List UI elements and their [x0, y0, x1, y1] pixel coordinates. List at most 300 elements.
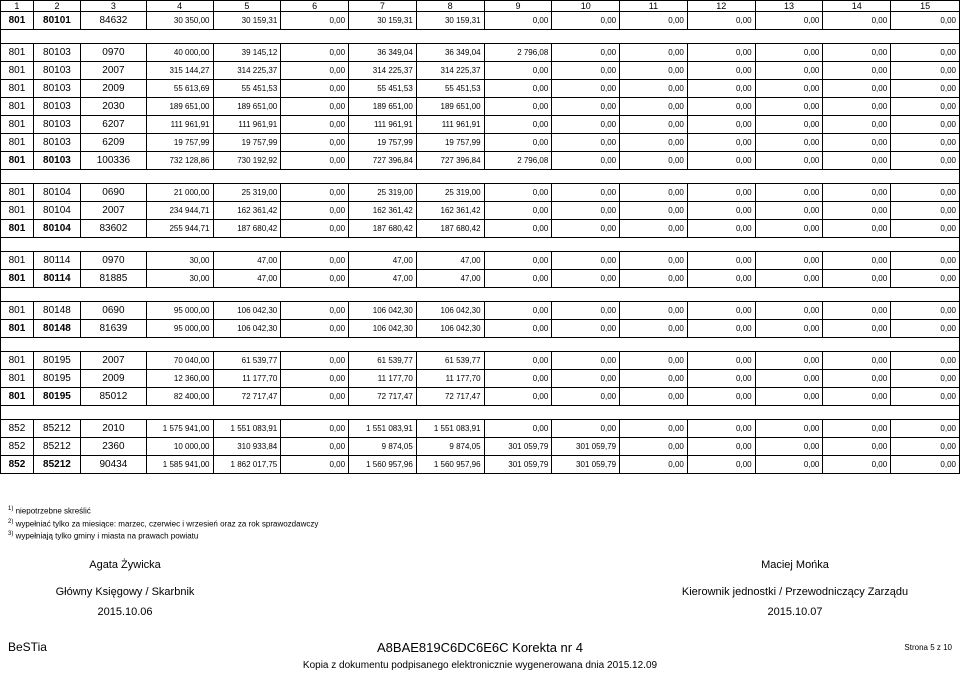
- table-cell: 0,00: [755, 116, 823, 134]
- group-spacer: [1, 238, 960, 252]
- table-cell: 0,00: [891, 456, 960, 474]
- table-cell: 80114: [33, 270, 80, 288]
- table-cell: 0,00: [281, 252, 349, 270]
- table-cell: 0,00: [755, 302, 823, 320]
- table-cell: 19 757,99: [416, 134, 484, 152]
- table-cell: 0,00: [620, 134, 688, 152]
- table-cell: 234 944,71: [146, 202, 213, 220]
- table-cell: 801: [1, 184, 34, 202]
- table-cell: 11 177,70: [213, 370, 281, 388]
- table-cell: 301 059,79: [484, 456, 552, 474]
- header-cell: 14: [823, 1, 891, 12]
- table-row: [1, 302, 960, 320]
- subtotal-row: [1, 220, 960, 238]
- table-cell: 0,00: [891, 184, 960, 202]
- table-row: [1, 62, 960, 80]
- left-signature-name: Agata Żywicka: [89, 559, 161, 571]
- table-cell: 0,00: [484, 202, 552, 220]
- table-cell: 0,00: [891, 388, 960, 406]
- table-cell: 314 225,37: [213, 62, 281, 80]
- table-cell: 70 040,00: [146, 352, 213, 370]
- table-cell: 2 796,08: [484, 152, 552, 170]
- table-cell: 0,00: [823, 202, 891, 220]
- table-cell: 0,00: [687, 420, 755, 438]
- table-cell: 72 717,47: [213, 388, 281, 406]
- table-cell: 85212: [33, 456, 80, 474]
- table-cell: 0,00: [484, 252, 552, 270]
- table-cell: 0,00: [281, 220, 349, 238]
- table-cell: 95 000,00: [146, 302, 213, 320]
- table-cell: 12 360,00: [146, 370, 213, 388]
- table-cell: 0,00: [620, 420, 688, 438]
- spacer-cell: [1, 338, 960, 352]
- table-cell: 47,00: [349, 270, 417, 288]
- table-cell: 730 192,92: [213, 152, 281, 170]
- table-cell: 47,00: [416, 270, 484, 288]
- header-cell: 8: [416, 1, 484, 12]
- table-cell: 0,00: [620, 388, 688, 406]
- table-cell: 732 128,86: [146, 152, 213, 170]
- table-cell: 80148: [33, 302, 80, 320]
- table-cell: 0,00: [552, 44, 620, 62]
- table-cell: 0,00: [552, 184, 620, 202]
- table-cell: 61 539,77: [213, 352, 281, 370]
- table-cell: 0,00: [620, 352, 688, 370]
- table-cell: 0,00: [484, 116, 552, 134]
- table-cell: 0,00: [552, 320, 620, 338]
- table-cell: 80103: [33, 44, 80, 62]
- header-cell: 12: [687, 1, 755, 12]
- table-cell: 0,00: [755, 202, 823, 220]
- table-row: [1, 438, 960, 456]
- table-cell: 25 319,00: [349, 184, 417, 202]
- table-cell: 80103: [33, 134, 80, 152]
- table-cell: 72 717,47: [349, 388, 417, 406]
- table-cell: 36 349,04: [416, 44, 484, 62]
- table-cell: 0,00: [755, 370, 823, 388]
- footnote-2: $^{2)}$ wypełniać tylko za miesiące: marzec, czerwiec i wrzesień oraz za rok sprawozdawczy: [8, 518, 319, 529]
- table-cell: 0,00: [281, 352, 349, 370]
- table-cell: 0,00: [687, 44, 755, 62]
- table-cell: 0,00: [823, 456, 891, 474]
- table-cell: 0,00: [552, 80, 620, 98]
- table-cell: 852: [1, 438, 34, 456]
- table-cell: 852: [1, 420, 34, 438]
- table-cell: 111 961,91: [349, 116, 417, 134]
- table-cell: 0,00: [552, 12, 620, 30]
- table-cell: 801: [1, 388, 34, 406]
- table-cell: 801: [1, 270, 34, 288]
- table-cell: 19 757,99: [213, 134, 281, 152]
- table-cell: 0,00: [620, 270, 688, 288]
- table-cell: 6209: [81, 134, 147, 152]
- table-cell: 0,00: [552, 152, 620, 170]
- table-cell: 801: [1, 134, 34, 152]
- table-cell: 106 042,30: [213, 320, 281, 338]
- table-cell: 0,00: [484, 320, 552, 338]
- table-cell: 0,00: [755, 184, 823, 202]
- table-cell: 80114: [33, 252, 80, 270]
- table-cell: 301 059,79: [552, 456, 620, 474]
- table-cell: 0,00: [687, 116, 755, 134]
- table-cell: 30,00: [146, 252, 213, 270]
- table-cell: 0,00: [281, 44, 349, 62]
- table-cell: 1 551 083,91: [349, 420, 417, 438]
- table-cell: 0,00: [484, 98, 552, 116]
- table-row: [1, 352, 960, 370]
- subtotal-row: [1, 388, 960, 406]
- table-cell: 55 451,53: [416, 80, 484, 98]
- table-cell: 0,00: [891, 420, 960, 438]
- table-cell: 0,00: [755, 252, 823, 270]
- table-cell: 106 042,30: [416, 302, 484, 320]
- header-cell: 5: [213, 1, 281, 12]
- table-cell: 0,00: [620, 184, 688, 202]
- table-cell: 801: [1, 12, 34, 30]
- table-cell: 82 400,00: [146, 388, 213, 406]
- table-cell: 1 862 017,75: [213, 456, 281, 474]
- table-cell: 0,00: [484, 62, 552, 80]
- table-cell: 80104: [33, 202, 80, 220]
- table-cell: 30,00: [146, 270, 213, 288]
- table-cell: 0,00: [823, 420, 891, 438]
- table-cell: 0,00: [687, 320, 755, 338]
- table-cell: 0,00: [687, 184, 755, 202]
- table-cell: 61 539,77: [416, 352, 484, 370]
- table-cell: 162 361,42: [349, 202, 417, 220]
- table-cell: 2030: [81, 98, 147, 116]
- table-cell: 30 159,31: [213, 12, 281, 30]
- table-cell: 10 000,00: [146, 438, 213, 456]
- table-cell: 47,00: [349, 252, 417, 270]
- table-cell: 314 225,37: [349, 62, 417, 80]
- table-cell: 85212: [33, 420, 80, 438]
- table-cell: 0,00: [281, 270, 349, 288]
- table-cell: 0,00: [687, 62, 755, 80]
- table-cell: 0,00: [823, 184, 891, 202]
- table-row: [1, 44, 960, 62]
- table-cell: 0,00: [687, 12, 755, 30]
- table-cell: 30 350,00: [146, 12, 213, 30]
- spacer-cell: [1, 406, 960, 420]
- group-spacer: [1, 30, 960, 44]
- table-cell: 0,00: [484, 302, 552, 320]
- table-cell: 1 551 083,91: [213, 420, 281, 438]
- table-row: [1, 184, 960, 202]
- table-cell: 106 042,30: [213, 302, 281, 320]
- header-cell: 10: [552, 1, 620, 12]
- table-cell: 0,00: [755, 270, 823, 288]
- table-cell: 0,00: [891, 12, 960, 30]
- table-cell: 0,00: [687, 456, 755, 474]
- table-cell: 0,00: [891, 62, 960, 80]
- table-cell: 0,00: [281, 420, 349, 438]
- left-signature-role: Główny Księgowy / Skarbnik: [55, 586, 195, 598]
- table-cell: 255 944,71: [146, 220, 213, 238]
- table-cell: 0,00: [281, 62, 349, 80]
- table-cell: 0,00: [687, 352, 755, 370]
- table-cell: 0,00: [687, 302, 755, 320]
- table-cell: 106 042,30: [349, 302, 417, 320]
- right-signature-date: 2015.10.07: [767, 606, 823, 618]
- table-cell: 0,00: [823, 220, 891, 238]
- table-cell: 0,00: [281, 320, 349, 338]
- table-cell: 0,00: [281, 456, 349, 474]
- table-cell: 801: [1, 352, 34, 370]
- table-cell: 0,00: [823, 370, 891, 388]
- table-cell: 84632: [81, 12, 147, 30]
- table-cell: 0,00: [687, 220, 755, 238]
- table-cell: 72 717,47: [416, 388, 484, 406]
- table-cell: 0,00: [552, 370, 620, 388]
- table-cell: 0970: [81, 44, 147, 62]
- table-cell: 100336: [81, 152, 147, 170]
- table-cell: 189 651,00: [213, 98, 281, 116]
- table-cell: 801: [1, 62, 34, 80]
- table-cell: 0,00: [755, 12, 823, 30]
- table-cell: 0,00: [281, 116, 349, 134]
- table-cell: 315 144,27: [146, 62, 213, 80]
- table-cell: 801: [1, 302, 34, 320]
- table-cell: 30 159,31: [349, 12, 417, 30]
- table-cell: 2007: [81, 202, 147, 220]
- subtotal-row: [1, 320, 960, 338]
- spacer-cell: [1, 238, 960, 252]
- table-cell: 1 551 083,91: [416, 420, 484, 438]
- table-cell: 0,00: [823, 388, 891, 406]
- table-cell: 81885: [81, 270, 147, 288]
- footer-system: BeSTia: [8, 640, 47, 654]
- footer-code: A8BAE819C6DC6E6C Korekta nr 4: [377, 640, 583, 655]
- table-cell: 0,00: [755, 44, 823, 62]
- header-cell: 11: [620, 1, 688, 12]
- header-cell: 1: [1, 1, 34, 12]
- table-cell: 39 145,12: [213, 44, 281, 62]
- table-cell: 19 757,99: [146, 134, 213, 152]
- table-cell: 0,00: [484, 270, 552, 288]
- header-row: [1, 1, 960, 12]
- table-cell: 0,00: [281, 184, 349, 202]
- table-cell: 0,00: [755, 62, 823, 80]
- table-cell: 0,00: [552, 220, 620, 238]
- table-cell: 0,00: [891, 44, 960, 62]
- table-cell: 1 575 941,00: [146, 420, 213, 438]
- table-cell: 0,00: [755, 220, 823, 238]
- table-cell: 0,00: [687, 438, 755, 456]
- table-cell: 0,00: [823, 152, 891, 170]
- table-cell: 0690: [81, 302, 147, 320]
- group-spacer: [1, 170, 960, 184]
- table-cell: 189 651,00: [146, 98, 213, 116]
- table-cell: 0,00: [891, 80, 960, 98]
- table-cell: 301 059,79: [484, 438, 552, 456]
- table-cell: 0,00: [823, 80, 891, 98]
- subtotal-row: [1, 12, 960, 30]
- table-cell: 47,00: [213, 252, 281, 270]
- table-cell: 0,00: [620, 44, 688, 62]
- table-cell: 0,00: [620, 252, 688, 270]
- table-cell: 0,00: [281, 12, 349, 30]
- table-cell: 2009: [81, 80, 147, 98]
- table-cell: 0,00: [552, 98, 620, 116]
- table-cell: 0,00: [755, 320, 823, 338]
- table-cell: 0,00: [281, 302, 349, 320]
- subtotal-row: [1, 456, 960, 474]
- table-row: [1, 98, 960, 116]
- table-cell: 0,00: [823, 270, 891, 288]
- table-cell: 106 042,30: [416, 320, 484, 338]
- table-cell: 0,00: [823, 98, 891, 116]
- table-cell: 0,00: [620, 98, 688, 116]
- table-cell: 0,00: [687, 388, 755, 406]
- footnotes: [8, 504, 318, 542]
- table-cell: 80103: [33, 98, 80, 116]
- table-cell: 0,00: [484, 12, 552, 30]
- table-cell: 0,00: [687, 80, 755, 98]
- footer-page: Strona 5 z 10: [904, 643, 952, 652]
- table-cell: 0,00: [687, 370, 755, 388]
- table-cell: 111 961,91: [146, 116, 213, 134]
- table-cell: 95 000,00: [146, 320, 213, 338]
- table-cell: 0,00: [552, 252, 620, 270]
- table-cell: 0,00: [755, 438, 823, 456]
- table-cell: 0690: [81, 184, 147, 202]
- table-cell: 0,00: [755, 152, 823, 170]
- table-cell: 111 961,91: [416, 116, 484, 134]
- table-cell: 9 874,05: [416, 438, 484, 456]
- table-cell: 0,00: [755, 420, 823, 438]
- table-cell: 85012: [81, 388, 147, 406]
- table-cell: 90434: [81, 456, 147, 474]
- spacer-cell: [1, 170, 960, 184]
- table-cell: 0,00: [552, 352, 620, 370]
- table-cell: 2009: [81, 370, 147, 388]
- table-cell: 0,00: [620, 116, 688, 134]
- table-cell: 0,00: [552, 202, 620, 220]
- table-cell: 0,00: [281, 438, 349, 456]
- table-cell: 80148: [33, 320, 80, 338]
- table-cell: 0,00: [620, 438, 688, 456]
- table-cell: 0,00: [891, 320, 960, 338]
- table-cell: 30 159,31: [416, 12, 484, 30]
- table-cell: 301 059,79: [552, 438, 620, 456]
- table-cell: 0,00: [484, 420, 552, 438]
- table-cell: 0,00: [620, 456, 688, 474]
- table-cell: 0,00: [687, 202, 755, 220]
- table-cell: 80195: [33, 352, 80, 370]
- table-cell: 0,00: [687, 98, 755, 116]
- table-cell: 162 361,42: [416, 202, 484, 220]
- footnote-1: $^{1)}$ niepotrzebne skreślić: [8, 506, 91, 516]
- footer-copy: Kopia z dokumentu podpisanego elektronicznie wygenerowana dnia 2015.12.09: [302, 660, 658, 671]
- table-cell: 80104: [33, 220, 80, 238]
- table-cell: 187 680,42: [416, 220, 484, 238]
- table-cell: 11 177,70: [416, 370, 484, 388]
- table-cell: 0,00: [823, 352, 891, 370]
- table-cell: 0,00: [891, 438, 960, 456]
- table-cell: 0,00: [687, 252, 755, 270]
- table-cell: 80103: [33, 80, 80, 98]
- table-cell: 310 933,84: [213, 438, 281, 456]
- table-cell: 2 796,08: [484, 44, 552, 62]
- table-cell: 0,00: [552, 302, 620, 320]
- table-cell: 0,00: [687, 270, 755, 288]
- table-row: [1, 252, 960, 270]
- table-cell: 25 319,00: [213, 184, 281, 202]
- table-cell: 189 651,00: [349, 98, 417, 116]
- table-cell: 0,00: [281, 202, 349, 220]
- table-cell: 0,00: [281, 134, 349, 152]
- right-signature-role: Kierownik jednostki / Przewodniczący Zarządu: [681, 586, 909, 598]
- header-cell: 9: [484, 1, 552, 12]
- table-cell: 55 613,69: [146, 80, 213, 98]
- table-cell: 801: [1, 320, 34, 338]
- table-cell: 0,00: [281, 80, 349, 98]
- table-cell: 0,00: [620, 320, 688, 338]
- table-cell: 55 451,53: [349, 80, 417, 98]
- table-row: [1, 116, 960, 134]
- table-cell: 47,00: [416, 252, 484, 270]
- table-cell: 0,00: [687, 134, 755, 152]
- table-cell: 1 560 957,96: [349, 456, 417, 474]
- table-cell: 1 585 941,00: [146, 456, 213, 474]
- table-cell: 801: [1, 252, 34, 270]
- table-cell: 0,00: [281, 388, 349, 406]
- table-cell: 47,00: [213, 270, 281, 288]
- header-cell: 4: [146, 1, 213, 12]
- table-cell: 801: [1, 370, 34, 388]
- spacer-cell: [1, 30, 960, 44]
- table-cell: 1 560 957,96: [416, 456, 484, 474]
- table-cell: 801: [1, 98, 34, 116]
- table-cell: 40 000,00: [146, 44, 213, 62]
- table-cell: 85212: [33, 438, 80, 456]
- table-cell: 0,00: [823, 62, 891, 80]
- subtotal-row: [1, 270, 960, 288]
- table-cell: 0970: [81, 252, 147, 270]
- table-cell: 0,00: [823, 320, 891, 338]
- header-cell: 3: [81, 1, 147, 12]
- table-cell: 801: [1, 80, 34, 98]
- table-cell: 80104: [33, 184, 80, 202]
- left-signature-date: 2015.10.06: [97, 606, 153, 618]
- table-cell: 0,00: [620, 152, 688, 170]
- table-cell: 0,00: [891, 270, 960, 288]
- table-cell: 2007: [81, 352, 147, 370]
- table-cell: 0,00: [484, 220, 552, 238]
- group-spacer: [1, 338, 960, 352]
- table-cell: 801: [1, 116, 34, 134]
- table-cell: 80103: [33, 152, 80, 170]
- table-cell: 83602: [81, 220, 147, 238]
- table-cell: 0,00: [755, 456, 823, 474]
- table-cell: 0,00: [552, 420, 620, 438]
- table-cell: 0,00: [823, 302, 891, 320]
- table-cell: 55 451,53: [213, 80, 281, 98]
- table-cell: 852: [1, 456, 34, 474]
- table-cell: 11 177,70: [349, 370, 417, 388]
- table-cell: 2010: [81, 420, 147, 438]
- subtotal-row: [1, 152, 960, 170]
- table-cell: 21 000,00: [146, 184, 213, 202]
- table-cell: 187 680,42: [349, 220, 417, 238]
- table-cell: 0,00: [620, 220, 688, 238]
- table-cell: 81639: [81, 320, 147, 338]
- table-cell: 0,00: [755, 388, 823, 406]
- table-cell: 6207: [81, 116, 147, 134]
- table-cell: 80103: [33, 116, 80, 134]
- table-cell: 0,00: [552, 388, 620, 406]
